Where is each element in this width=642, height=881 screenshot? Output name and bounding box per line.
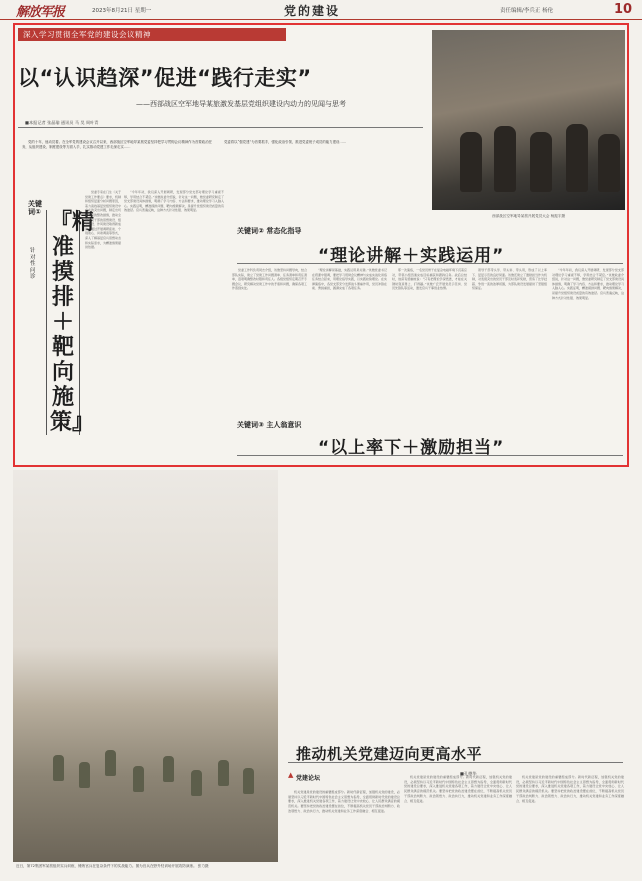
body-column: 那一次演练，一名党员骨干在复杂电磁环境下沉着应对，带领小组迅速完成目标捕获和跟踪任务。战后总结时，他深有感触地说：“只有把理论学深悟透，才能在关键时刻顶得上、打得赢。”该旅广泛开展党员示范岗、党员先锋队等活动，激发官兵干事创业热情。 — [392, 268, 467, 291]
newspaper-logo: 解放军报 — [16, 5, 65, 20]
page-masthead — [0, 0, 642, 20]
body-column: 党委工作科负责同志介绍，该旅坚持问题导向，结合部队实际，建立了党建工作问题清单、任务清单和责任清单，逐项明确整改时限和责任人。各级党组织定期召开专题会议，研究解决党建工作中的矛盾和问题，确保各项工作落到实处。 — [232, 268, 307, 291]
body-column: 党委专家在门生《关于党建工作要点》要求，机制和组织层面分析问题原因，着力查找基层党组织建设中存在的突出问题，制定出切实可行的整改措施，推动全旅党员干部的思想建设、组织建设、作风建设取得新成效。通过开展调研座谈、个别谈心、问卷调查等形式，深入了解基层官兵思想动态和实际需求，为精准施策提供依据。 — [85, 190, 121, 250]
body-column: 领导干部带头学、带头讲、带头用，形成了以上率下、层层示范的良好局面。该旅还建立了激励担当作为机制，对表现突出的党员干部及时表彰奖励，营造了比学赶超、争创一流的浓厚氛围，为部队建设发展提供了坚强组织保证。 — [472, 268, 547, 291]
article-headline: 以“认识趋深”促进“践行走实” — [18, 66, 312, 90]
keyword-3-title: “以上率下＋激励担当” — [318, 438, 505, 458]
divider — [237, 263, 623, 264]
body-column: 机关党建是党的建设的重要组成部分。新时代新征程，加强机关党的建设，必须坚持以习近平新时代中国特色社会主义思想为指导，全面贯彻新时代党的建设总要求，深入推进机关党建各项工作，着力建设让党中央放心、让人民群众满意的模范机关。要坚持把党的政治建设摆在首位，不断提高机关党员干部政治判断力、政治领悟力、政治执行力，推动机关党建和业务工作深度融合、相互促进。 — [516, 775, 624, 803]
article-subheadline: ——西部战区空军地导某旅激发基层党组织建设内动力的见闻与思考 — [136, 100, 346, 108]
keyword-1-title: 『精准摸排＋靶向施策』 — [46, 210, 80, 435]
photo-caption: 西部战区空军地导某旅开展党员大会 杨振宇摄 — [492, 214, 566, 218]
article-byline: ■本报记者 张晶瑜 通讯员 马 昊 周叶青 — [25, 120, 99, 125]
column-label: 党建论坛 — [296, 775, 321, 782]
article-lead: 党的十年，他动员着。在全军党的建设会议召开以来，西部战区空军地导某旅党委坚持把学习贯彻会议精神作为首要政治任务，从组织建设、制度建设等方面入手，扎实推动党建工作走深走实…… — [22, 140, 212, 149]
issue-date: 2023年8月21日 星期一 — [92, 8, 152, 14]
keyword-1-subtitle: 针对性问诊 — [30, 248, 36, 281]
divider — [288, 762, 623, 763]
article-2-headline: 推动机关党建迈向更高水平 — [296, 745, 483, 763]
divider — [237, 455, 623, 456]
flag-icon: ▲ — [288, 771, 294, 779]
training-photo — [13, 470, 278, 862]
keyword-1-label: 关键词① — [28, 200, 42, 216]
photo-caption: 近日，第72集团军某旅组织实兵训练，锤炼官兵在复杂条件下的实战能力。图为官兵在野外驻训场开展攻防演练。 张力摄 — [16, 864, 209, 868]
body-column: “今年年初，我们深入开展调研，发现部分党支部对理论学习重视不够，学用结合不紧密。”该旅政委介绍说，针对这一问题，旅党委研究制定了党支部建设具体措施，明确了学习内容、方法和要求，推动理论学习入脑入心。实践证明，精准摸排问题、靶向施策解决，是提升党组织建设质量的有效途径。官兵普遍反映，这种方式针对性强、效果明显。 — [124, 190, 224, 213]
keyword-2-label: 关键词② 常态化指导 — [237, 227, 302, 235]
series-banner: 深入学习贯彻全军党的建设会议精神 — [18, 28, 286, 41]
keyword-2-title: “理论讲解＋实践运用” — [318, 246, 505, 266]
editor-credit: 责任编辑/李兵正 杨伦 — [500, 8, 554, 14]
article-2-byline: ■孔德华 — [460, 771, 477, 776]
body-column: 机关党建是党的建设的重要组成部分。新时代新征程，加强机关党的建设，必须坚持以习近平新时代中国特色社会主义思想为指导，全面贯彻新时代党的建设总要求，深入推进机关党建各项工作，着力建设让党中央放心、让人民群众满意的模范机关。要坚持把党的政治建设摆在首位，不断提高机关党员干部政治判断力、政治领悟力、政治执行力，推动机关党建和业务工作深度融合、相互促进。 — [288, 790, 400, 813]
keyword-3-label: 关键词③ 主人翁意识 — [237, 421, 302, 429]
section-title: 党的建设 — [284, 4, 341, 18]
body-column: 机关党建是党的建设的重要组成部分。新时代新征程，加强机关党的建设，必须坚持以习近平新时代中国特色社会主义思想为指导，全面贯彻新时代党的建设总要求，深入推进机关党建各项工作，着力建设让党中央放心、让人民群众满意的模范机关。要坚持把党的政治建设摆在首位，不断提高机关党员干部政治判断力、政治领悟力、政治执行力，推动机关党建和业务工作深度融合、相互促进。 — [404, 775, 512, 803]
divider — [18, 127, 423, 128]
body-column: “理论讲解是基础，实践运用是关键。”该旅党委书记在授课中强调，要把学习贯彻会议精神与完成实战化训练任务结合起来，用理论指导实践，以实践检验理论。在实弹演练中，各党支部充分发挥战斗堡垒作用，党员冲锋在前、勇挑重担，圆满完成了各项任务。 — [312, 268, 387, 291]
page-number: 10 — [614, 2, 633, 17]
meeting-photo — [432, 30, 625, 210]
body-column: “今年年初，我们深入开展调研，发现部分党支部对理论学习重视不够，学用结合不紧密。”该旅政委介绍说，针对这一问题，旅党委研究制定了党支部建设具体措施，明确了学习内容、方法和要求，推动理论学习入脑入心。实践证明，精准摸排问题、靶向施策解决，是提升党组织建设质量的有效途径。官兵普遍反映，这种方式针对性强、效果明显。 — [552, 268, 624, 300]
article-lead-continued: 党委将以“强党建”为首要抓手，强化政治引领，推进党委班子成员的能力建设…… — [224, 140, 347, 144]
